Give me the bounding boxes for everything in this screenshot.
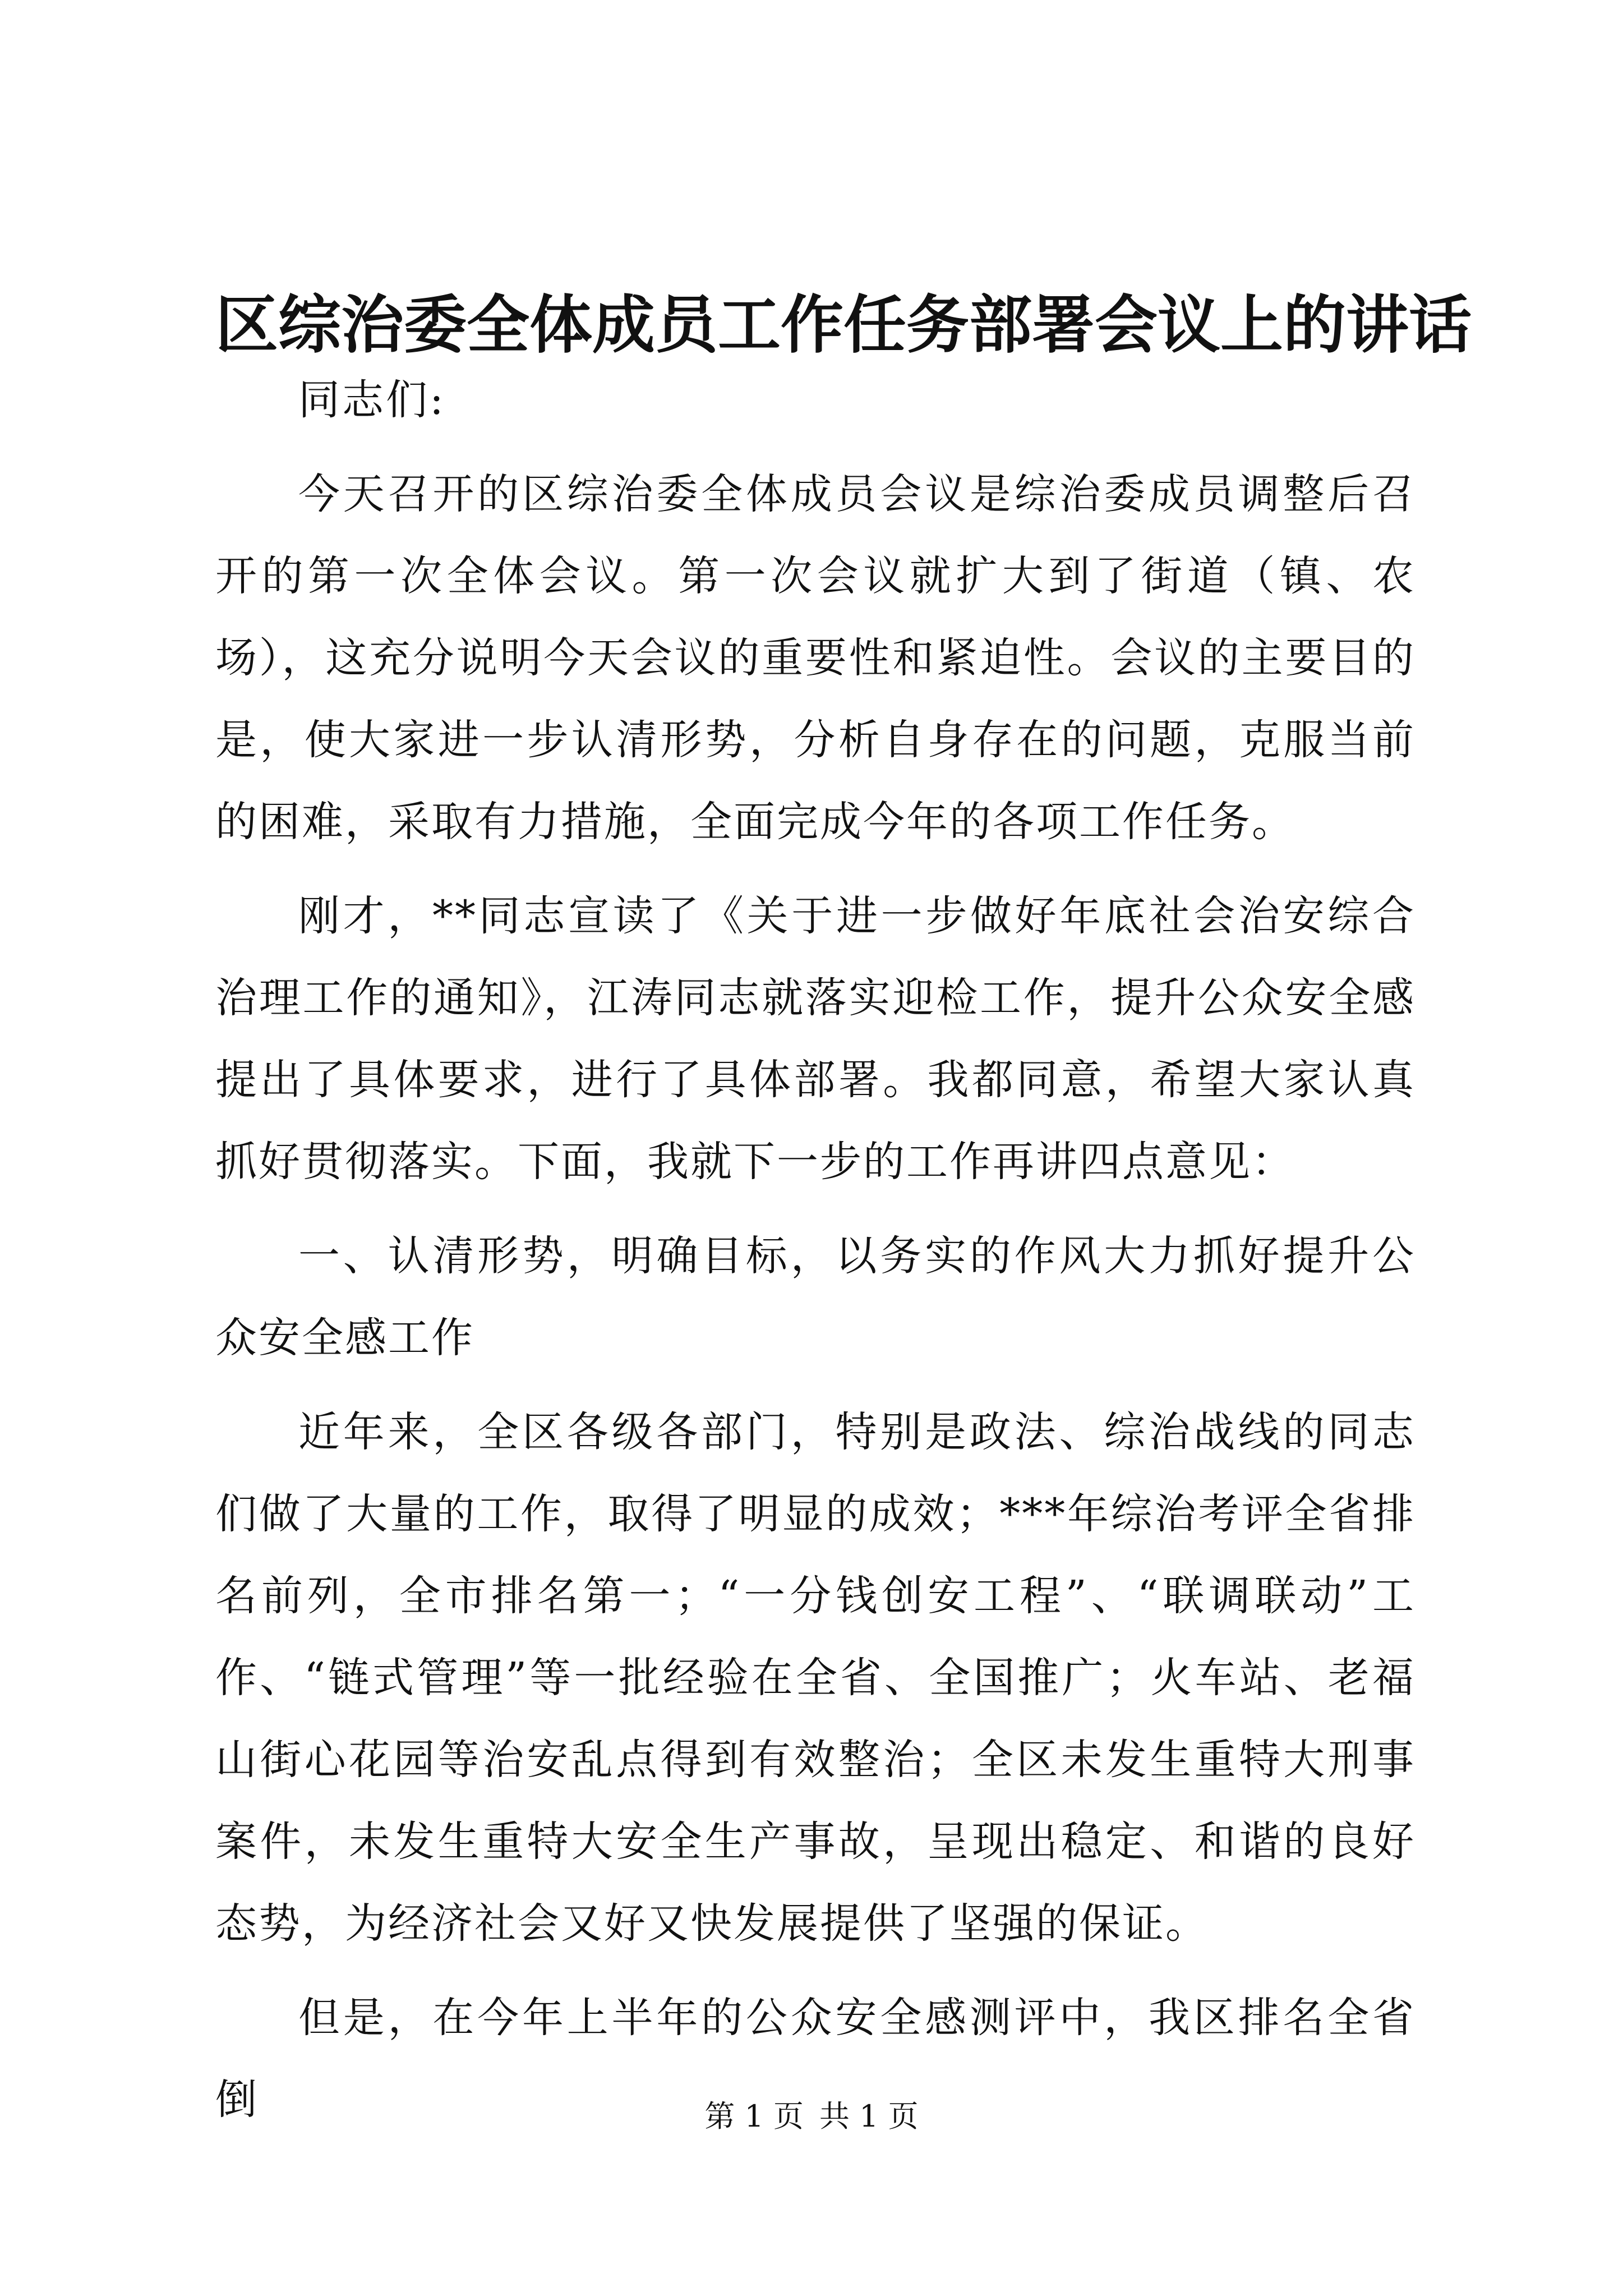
page-footer (0, 2097, 1623, 2136)
paragraph-salutation: 同志们: (298, 376, 446, 424)
document-title: 区综治委全体成员工作任务部署会议上的讲话 (215, 288, 1472, 362)
paragraph-1: 今天召开的区综治委全体成员会议是综治委成员调整后召开的第一次全体会议。第一次会议就扩大到了街道（镇、农场），这充分说明今天会议的重要性和紧迫性。会议的主要目的是，使大家进一步认清形势，分析自身存在的问题，克服当前的困难，采取有力措施，全面完成今年的各项工作任务。 (215, 470, 1415, 846)
paragraph-3: 近年来，全区各级各部门，特别是政法、综治战线的同志们做了大量的工作，取得了明显的成效；***年综治考评全省排名前列，全市排名第一；“一分钱创安工程”、“联调联动”工作、“链式管理”等一批经验在全省、全国推广；火车站、老福山街心花园等治安乱点得到有效整治；全区未发生重特大刑事案件，未发生重特大安全生产事故，呈现出稳定、和谐的良好态势，为经济社会又好又快发展提供了坚强的保证。 (215, 1408, 1415, 1948)
document-body (215, 359, 1415, 2141)
page-number: 第 1 页 (704, 2099, 804, 2134)
page-total: 共 1 页 (819, 2099, 919, 2134)
section-heading-1: 一、认清形势，明确目标，以务实的作风大力抓好提升公众安全感工作 (215, 1232, 1415, 1362)
paragraph-4: 但是，在今年上半年的公众安全感测评中，我区排名全省倒 (215, 1994, 1415, 2124)
paragraph-2: 刚才，**同志宣读了《关于进一步做好年底社会治安综合治理工作的通知》，江涛同志就落实迎检工作，提升公众安全感提出了具体要求，进行了具体部署。我都同意，希望大家认真抓好贯彻落实。下面，我就下一步的工作再讲四点意见： (215, 892, 1415, 1186)
